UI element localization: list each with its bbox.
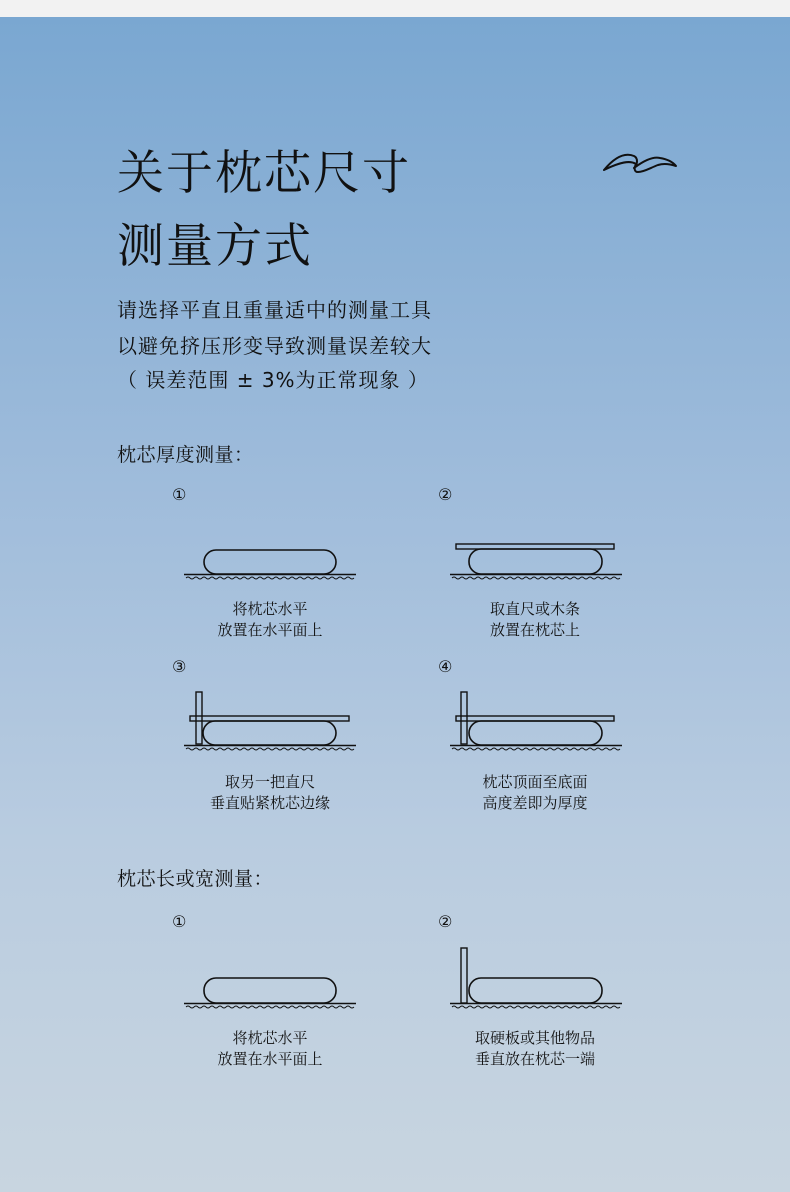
caption-line: 取硬板或其他物品 <box>474 1029 595 1047</box>
thickness-heading: 枕芯厚度测量： <box>117 444 254 466</box>
caption-line: 取直尺或木条 <box>489 600 580 618</box>
caption-line: 取另一把直尺 <box>224 773 315 791</box>
caption-line: 将枕芯水平 <box>232 600 308 618</box>
pillow-with-ruler-illustration <box>449 540 624 581</box>
thickness-step-3-caption <box>160 772 380 814</box>
thickness-step-2-number: ② <box>438 485 453 504</box>
pillow-flat-illustration <box>183 545 358 581</box>
thickness-step-2-caption <box>425 599 645 641</box>
caption-line: 放置在水平面上 <box>217 621 323 639</box>
caption-line: 垂直贴紧枕芯边缘 <box>209 794 330 812</box>
intro-line-1: 请选择平直且重量适中的测量工具 <box>117 298 432 322</box>
intro-line-3: （ 误差范围 ± 3%为正常现象 ） <box>117 368 429 392</box>
length-step-1-number: ① <box>172 912 187 931</box>
seagull-icon <box>600 148 680 178</box>
pillow-flat-illustration <box>183 974 358 1010</box>
thickness-step-4-caption <box>425 772 645 814</box>
length-step-2-number: ② <box>438 912 453 931</box>
caption-line: 放置在水平面上 <box>217 1050 323 1068</box>
page-title-line-1: 关于枕芯尺寸 <box>117 146 411 201</box>
pillow-measure-height-illustration <box>449 690 624 752</box>
caption-line: 垂直放在枕芯一端 <box>474 1050 595 1068</box>
intro-line-2: 以避免挤压形变导致测量误差较大 <box>117 334 432 358</box>
page-title-line-2: 测量方式 <box>117 219 313 274</box>
caption-line: 将枕芯水平 <box>232 1029 308 1047</box>
caption-line: 枕芯顶面至底面 <box>482 773 588 791</box>
thickness-step-3-number: ③ <box>172 657 187 676</box>
pillow-two-rulers-illustration <box>183 690 358 752</box>
caption-line: 高度差即为厚度 <box>482 794 588 812</box>
thickness-step-1-caption <box>160 599 380 641</box>
caption-line: 放置在枕芯上 <box>489 621 580 639</box>
length-heading: 枕芯长或宽测量： <box>117 868 274 890</box>
thickness-step-4-number: ④ <box>438 657 453 676</box>
length-step-2-caption <box>425 1028 645 1070</box>
pillow-with-board-illustration <box>449 944 624 1010</box>
thickness-step-1-number: ① <box>172 485 187 504</box>
length-step-1-caption <box>160 1028 380 1070</box>
